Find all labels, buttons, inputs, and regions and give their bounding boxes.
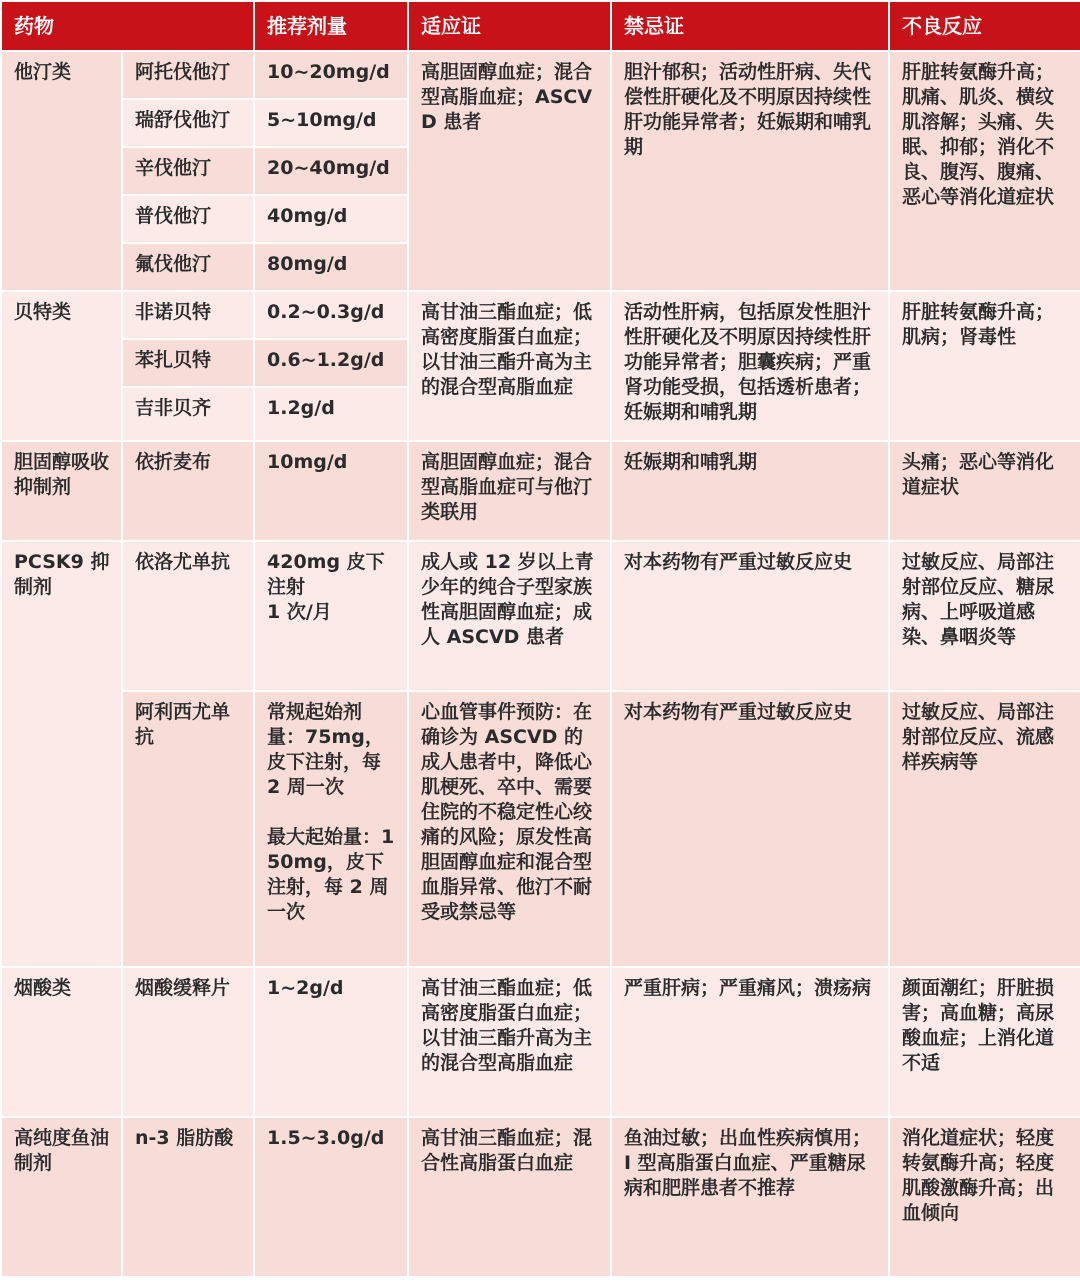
drug-dose: 20~40mg/d <box>254 147 408 195</box>
contraindication-cell: 活动性肝病，包括原发性胆汁性肝硬化及不明原因持续性肝功能异常者；胆囊疾病；严重肾功能受损，包括透析患者；妊娠期和哺乳期 <box>611 291 889 441</box>
table-row <box>1 967 1080 1117</box>
indication-cell: 高甘油三酯血症；低高密度脂蛋白血症；以甘油三酯升高为主的混合型高脂血症 <box>408 967 611 1117</box>
group-fibrate: 贝特类 <box>1 291 122 441</box>
drug-name: 依洛尤单抗 <box>122 541 254 691</box>
contraindication-cell: 对本药物有严重过敏反应史 <box>611 541 889 691</box>
drug-dose: 10mg/d <box>254 441 408 541</box>
header-drug: 药物 <box>1 1 254 51</box>
drug-dose: 1~2g/d <box>254 967 408 1117</box>
group-statin: 他汀类 <box>1 51 122 291</box>
header-indication: 适应证 <box>408 1 611 51</box>
group-fishoil: 高纯度鱼油制剂 <box>1 1117 122 1277</box>
adverse-cell: 过敏反应、局部注射部位反应、流感样疾病等 <box>889 691 1080 967</box>
drug-name: 阿托伐他汀 <box>122 51 254 99</box>
contraindication-cell: 妊娠期和哺乳期 <box>611 441 889 541</box>
drug-name: 苯扎贝特 <box>122 339 254 387</box>
adverse-cell: 肝脏转氨酶升高；肌病；肾毒性 <box>889 291 1080 441</box>
indication-cell: 高胆固醇血症；混合型高脂血症；ASCVD 患者 <box>408 51 611 291</box>
drug-dose: 1.5~3.0g/d <box>254 1117 408 1277</box>
dose-line: 常规起始剂量：75mg，皮下注射，每 2 周一次 <box>267 701 384 798</box>
dose-line: 1 次/月 <box>267 601 332 623</box>
contraindication-cell: 对本药物有严重过敏反应史 <box>611 691 889 967</box>
drug-dose <box>254 691 408 967</box>
table-row <box>1 51 1080 99</box>
drug-name: n-3 脂肪酸 <box>122 1117 254 1277</box>
dose-spacer <box>267 800 397 825</box>
contraindication-cell: 鱼油过敏；出血性疾病慎用；I 型高脂蛋白血症、严重糖尿病和肥胖患者不推荐 <box>611 1117 889 1277</box>
table-row <box>1 291 1080 339</box>
adverse-cell: 颜面潮红；肝脏损害；高血糖；高尿酸血症；上消化道不适 <box>889 967 1080 1117</box>
indication-cell: 高甘油三酯血症；混合性高脂蛋白血症 <box>408 1117 611 1277</box>
drug-name: 阿利西尤单抗 <box>122 691 254 967</box>
drug-dose: 1.2g/d <box>254 387 408 441</box>
drug-dose: 40mg/d <box>254 195 408 243</box>
drug-dose <box>254 541 408 691</box>
table-row <box>1 1117 1080 1277</box>
table-row <box>1 541 1080 691</box>
indication-cell: 心血管事件预防：在确诊为 ASCVD 的成人患者中，降低心肌梗死、卒中、需要住院的不稳定性心绞痛的风险；原发性高胆固醇血症和混合型血脂异常、他汀不耐受或禁忌等 <box>408 691 611 967</box>
adverse-cell: 头痛；恶心等消化道症状 <box>889 441 1080 541</box>
drug-name: 辛伐他汀 <box>122 147 254 195</box>
group-absorption: 胆固醇吸收抑制剂 <box>1 441 122 541</box>
drug-name: 非诺贝特 <box>122 291 254 339</box>
contraindication-cell: 胆汁郁积；活动性肝病、失代偿性肝硬化及不明原因持续性肝功能异常者；妊娠期和哺乳期 <box>611 51 889 291</box>
drug-name: 烟酸缓释片 <box>122 967 254 1117</box>
table-row <box>1 691 1080 967</box>
adverse-cell: 肝脏转氨酶升高；肌痛、肌炎、横纹肌溶解；头痛、失眠、抑郁；消化不良、腹泻、腹痛、恶心等消化道症状 <box>889 51 1080 291</box>
dose-line: 420mg 皮下注射 <box>267 551 385 598</box>
header-row <box>1 1 1080 51</box>
group-pcsk9: PCSK9 抑制剂 <box>1 541 122 967</box>
drug-dose: 10~20mg/d <box>254 51 408 99</box>
drug-name: 依折麦布 <box>122 441 254 541</box>
drug-dose: 5~10mg/d <box>254 99 408 147</box>
table-row <box>1 441 1080 541</box>
drug-dose: 80mg/d <box>254 243 408 291</box>
header-adverse: 不良反应 <box>889 1 1080 51</box>
indication-cell: 成人或 12 岁以上青少年的纯合子型家族性高胆固醇血症；成人 ASCVD 患者 <box>408 541 611 691</box>
drug-name: 氟伐他汀 <box>122 243 254 291</box>
dose-line: 最大起始量：150mg，皮下注射，每 2 周一次 <box>267 826 395 923</box>
drug-name: 瑞舒伐他汀 <box>122 99 254 147</box>
indication-cell: 高甘油三酯血症；低高密度脂蛋白血症；以甘油三酯升高为主的混合型高脂血症 <box>408 291 611 441</box>
drug-dose: 0.2~0.3g/d <box>254 291 408 339</box>
indication-cell: 高胆固醇血症；混合型高脂血症可与他汀类联用 <box>408 441 611 541</box>
drug-name: 普伐他汀 <box>122 195 254 243</box>
adverse-cell: 消化道症状；轻度转氨酶升高；轻度肌酸激酶升高；出血倾向 <box>889 1117 1080 1277</box>
drug-name: 吉非贝齐 <box>122 387 254 441</box>
group-niacin: 烟酸类 <box>1 967 122 1117</box>
header-contraindication: 禁忌证 <box>611 1 889 51</box>
drug-dose: 0.6~1.2g/d <box>254 339 408 387</box>
contraindication-cell: 严重肝病；严重痛风；溃疡病 <box>611 967 889 1117</box>
header-dose: 推荐剂量 <box>254 1 408 51</box>
adverse-cell: 过敏反应、局部注射部位反应、糖尿病、上呼吸道感染、鼻咽炎等 <box>889 541 1080 691</box>
